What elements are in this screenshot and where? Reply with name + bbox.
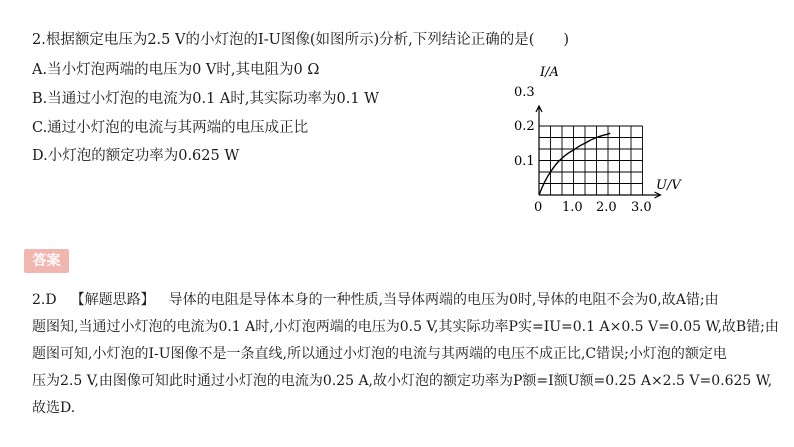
answer-line-2: 题图知,当通过小灯泡的电流为0.1 A时,小灯泡两端的电压为0.5 V,其实际功率P实=IU=0.1 A×0.5 V=0.05 W,故B错;由 xyxy=(32,319,779,335)
y-tick-1: 0.1 xyxy=(514,154,535,169)
y-tick-3: 0.3 xyxy=(514,85,535,100)
graph-grid xyxy=(539,126,643,195)
graph-axes xyxy=(536,106,661,198)
y-axis-label: I/A xyxy=(540,65,559,80)
answer-badge: 答案 xyxy=(24,249,69,273)
x-axis-label: U/V xyxy=(656,178,681,193)
origin-label: 0 xyxy=(534,200,543,215)
iu-graph xyxy=(508,58,698,218)
y-axis xyxy=(536,106,542,195)
question-title: 2.根据额定电压为2.5 V的小灯泡的I-U图像(如图所示)分析,下列结论正确的是( ) xyxy=(32,32,570,48)
option-b: B.当通过小灯泡的电流为0.1 A时,其实际功率为0.1 W xyxy=(32,91,380,107)
answer-line-1 xyxy=(32,289,719,309)
option-d: D.小灯泡的额定功率为0.625 W xyxy=(32,148,240,164)
option-c: C.通过小灯泡的电流与其两端的电压成正比 xyxy=(32,120,309,136)
x-tick-1: 1.0 xyxy=(562,200,583,215)
y-tick-2: 0.2 xyxy=(514,119,535,134)
answer-line-4: 压为2.5 V,由图像可知此时通过小灯泡的电流为0.25 A,故小灯泡的额定功率为P额=I额U额=0.25 A×2.5 V=0.625 W, xyxy=(32,373,773,389)
x-tick-3: 3.0 xyxy=(631,200,652,215)
answer-line-3: 题图可知,小灯泡的I-U图像不是一条直线,所以通过小灯泡的电流与其两端的电压不成正比,C错误;小灯泡的额定电 xyxy=(32,346,727,362)
iu-curve xyxy=(539,133,610,195)
option-a: A.当小灯泡两端的电压为0 V时,其电阻为0 Ω xyxy=(32,62,320,78)
x-tick-2: 2.0 xyxy=(596,200,617,215)
answer-line-5: 故选D. xyxy=(32,400,76,416)
answer-line-1-text: 导体的电阻是导体本身的一种性质,当导体两端的电压为0时,导体的电阻不会为0,故A错;由 xyxy=(168,292,719,308)
solution-heading: 【解题思路】 xyxy=(70,292,155,308)
answer-choice: 2.D xyxy=(32,292,57,308)
